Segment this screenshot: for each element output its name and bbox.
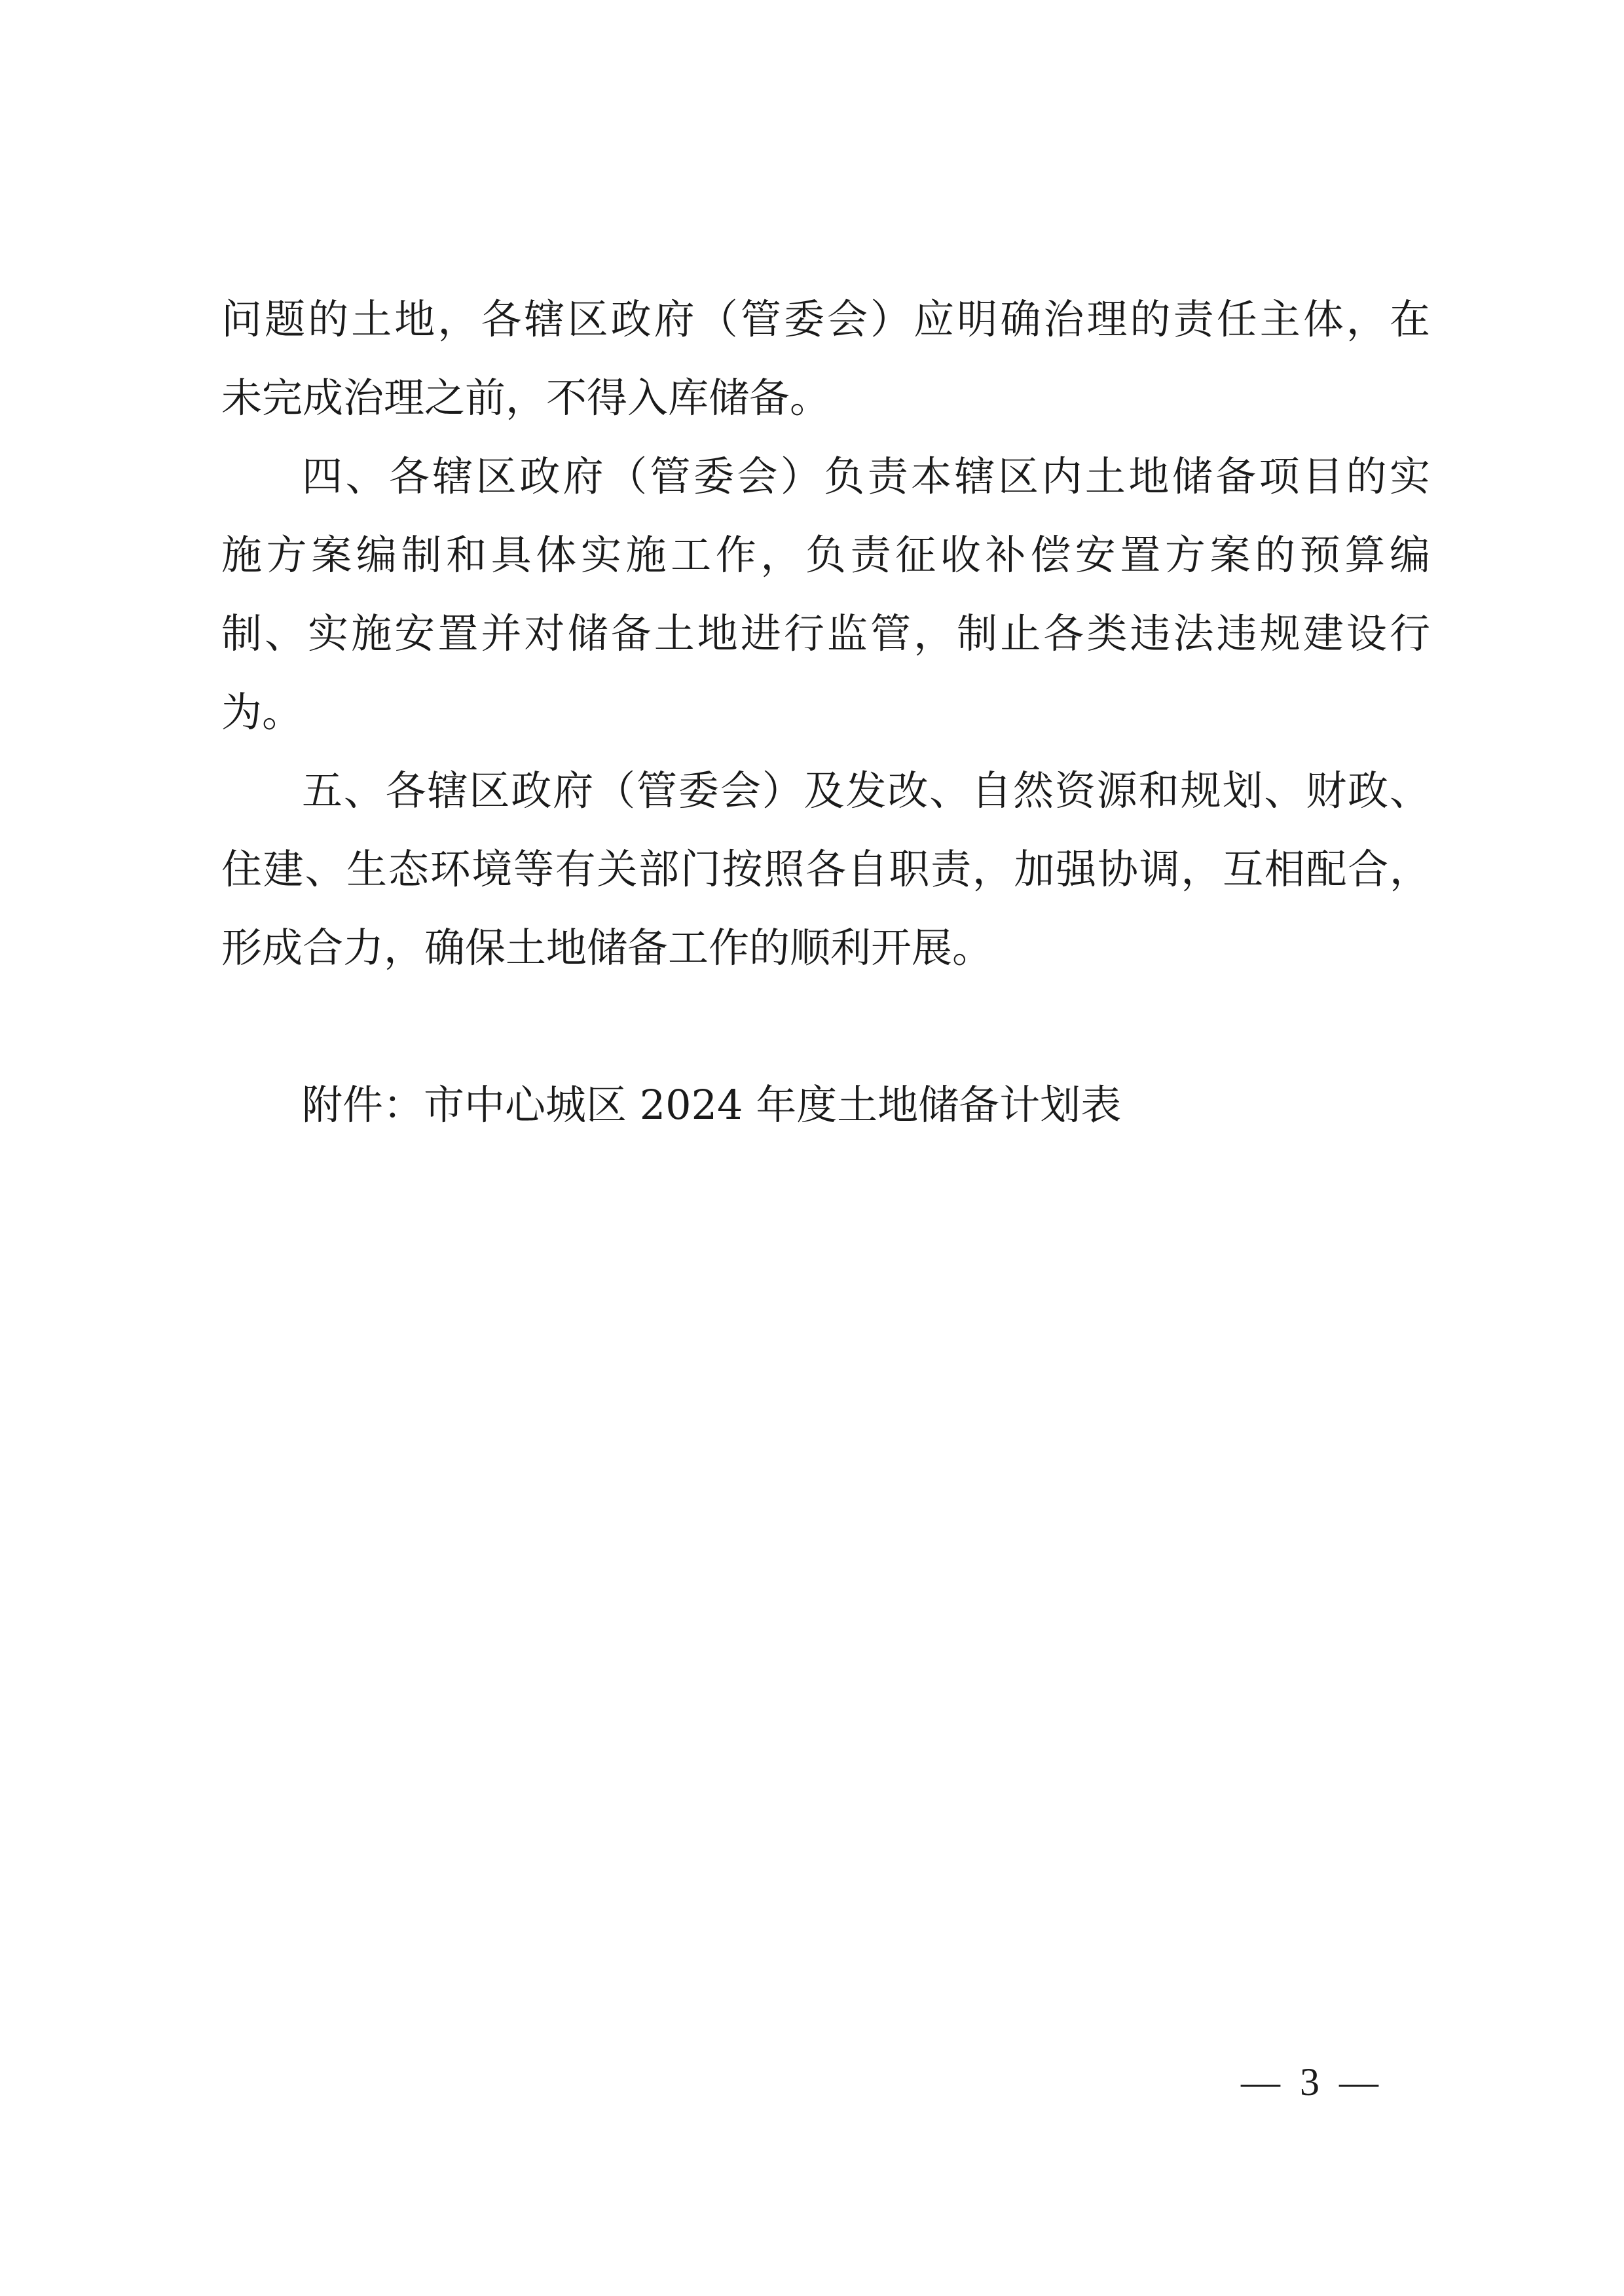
paragraph-line: 形成合力，确保土地储备工作的顺利开展。 bbox=[221, 924, 993, 972]
paragraph-line: 住建、生态环境等有关部门按照各自职责，加强协调，互相配合， bbox=[221, 845, 1430, 893]
paragraph-line: 问题的土地，各辖区政府（管委会）应明确治理的责任主体，在 bbox=[221, 295, 1430, 343]
paragraph-line: 五、各辖区政府（管委会）及发改、自然资源和规划、财政、 bbox=[302, 767, 1430, 814]
paragraph-line: 为。 bbox=[221, 688, 303, 736]
attachment-line: 附件：市中心城区 2024 年度土地储备计划表 bbox=[302, 1081, 1122, 1129]
page-number: — 3 — bbox=[1241, 2060, 1378, 2104]
paragraph-line: 四、各辖区政府（管委会）负责本辖区内土地储备项目的实 bbox=[302, 452, 1430, 500]
paragraph-line: 制、实施安置并对储备土地进行监管，制止各类违法违规建设行 bbox=[221, 610, 1430, 657]
paragraph-line: 施方案编制和具体实施工作，负责征收补偿安置方案的预算编 bbox=[221, 531, 1430, 579]
paragraph-line: 未完成治理之前，不得入库储备。 bbox=[221, 374, 831, 422]
